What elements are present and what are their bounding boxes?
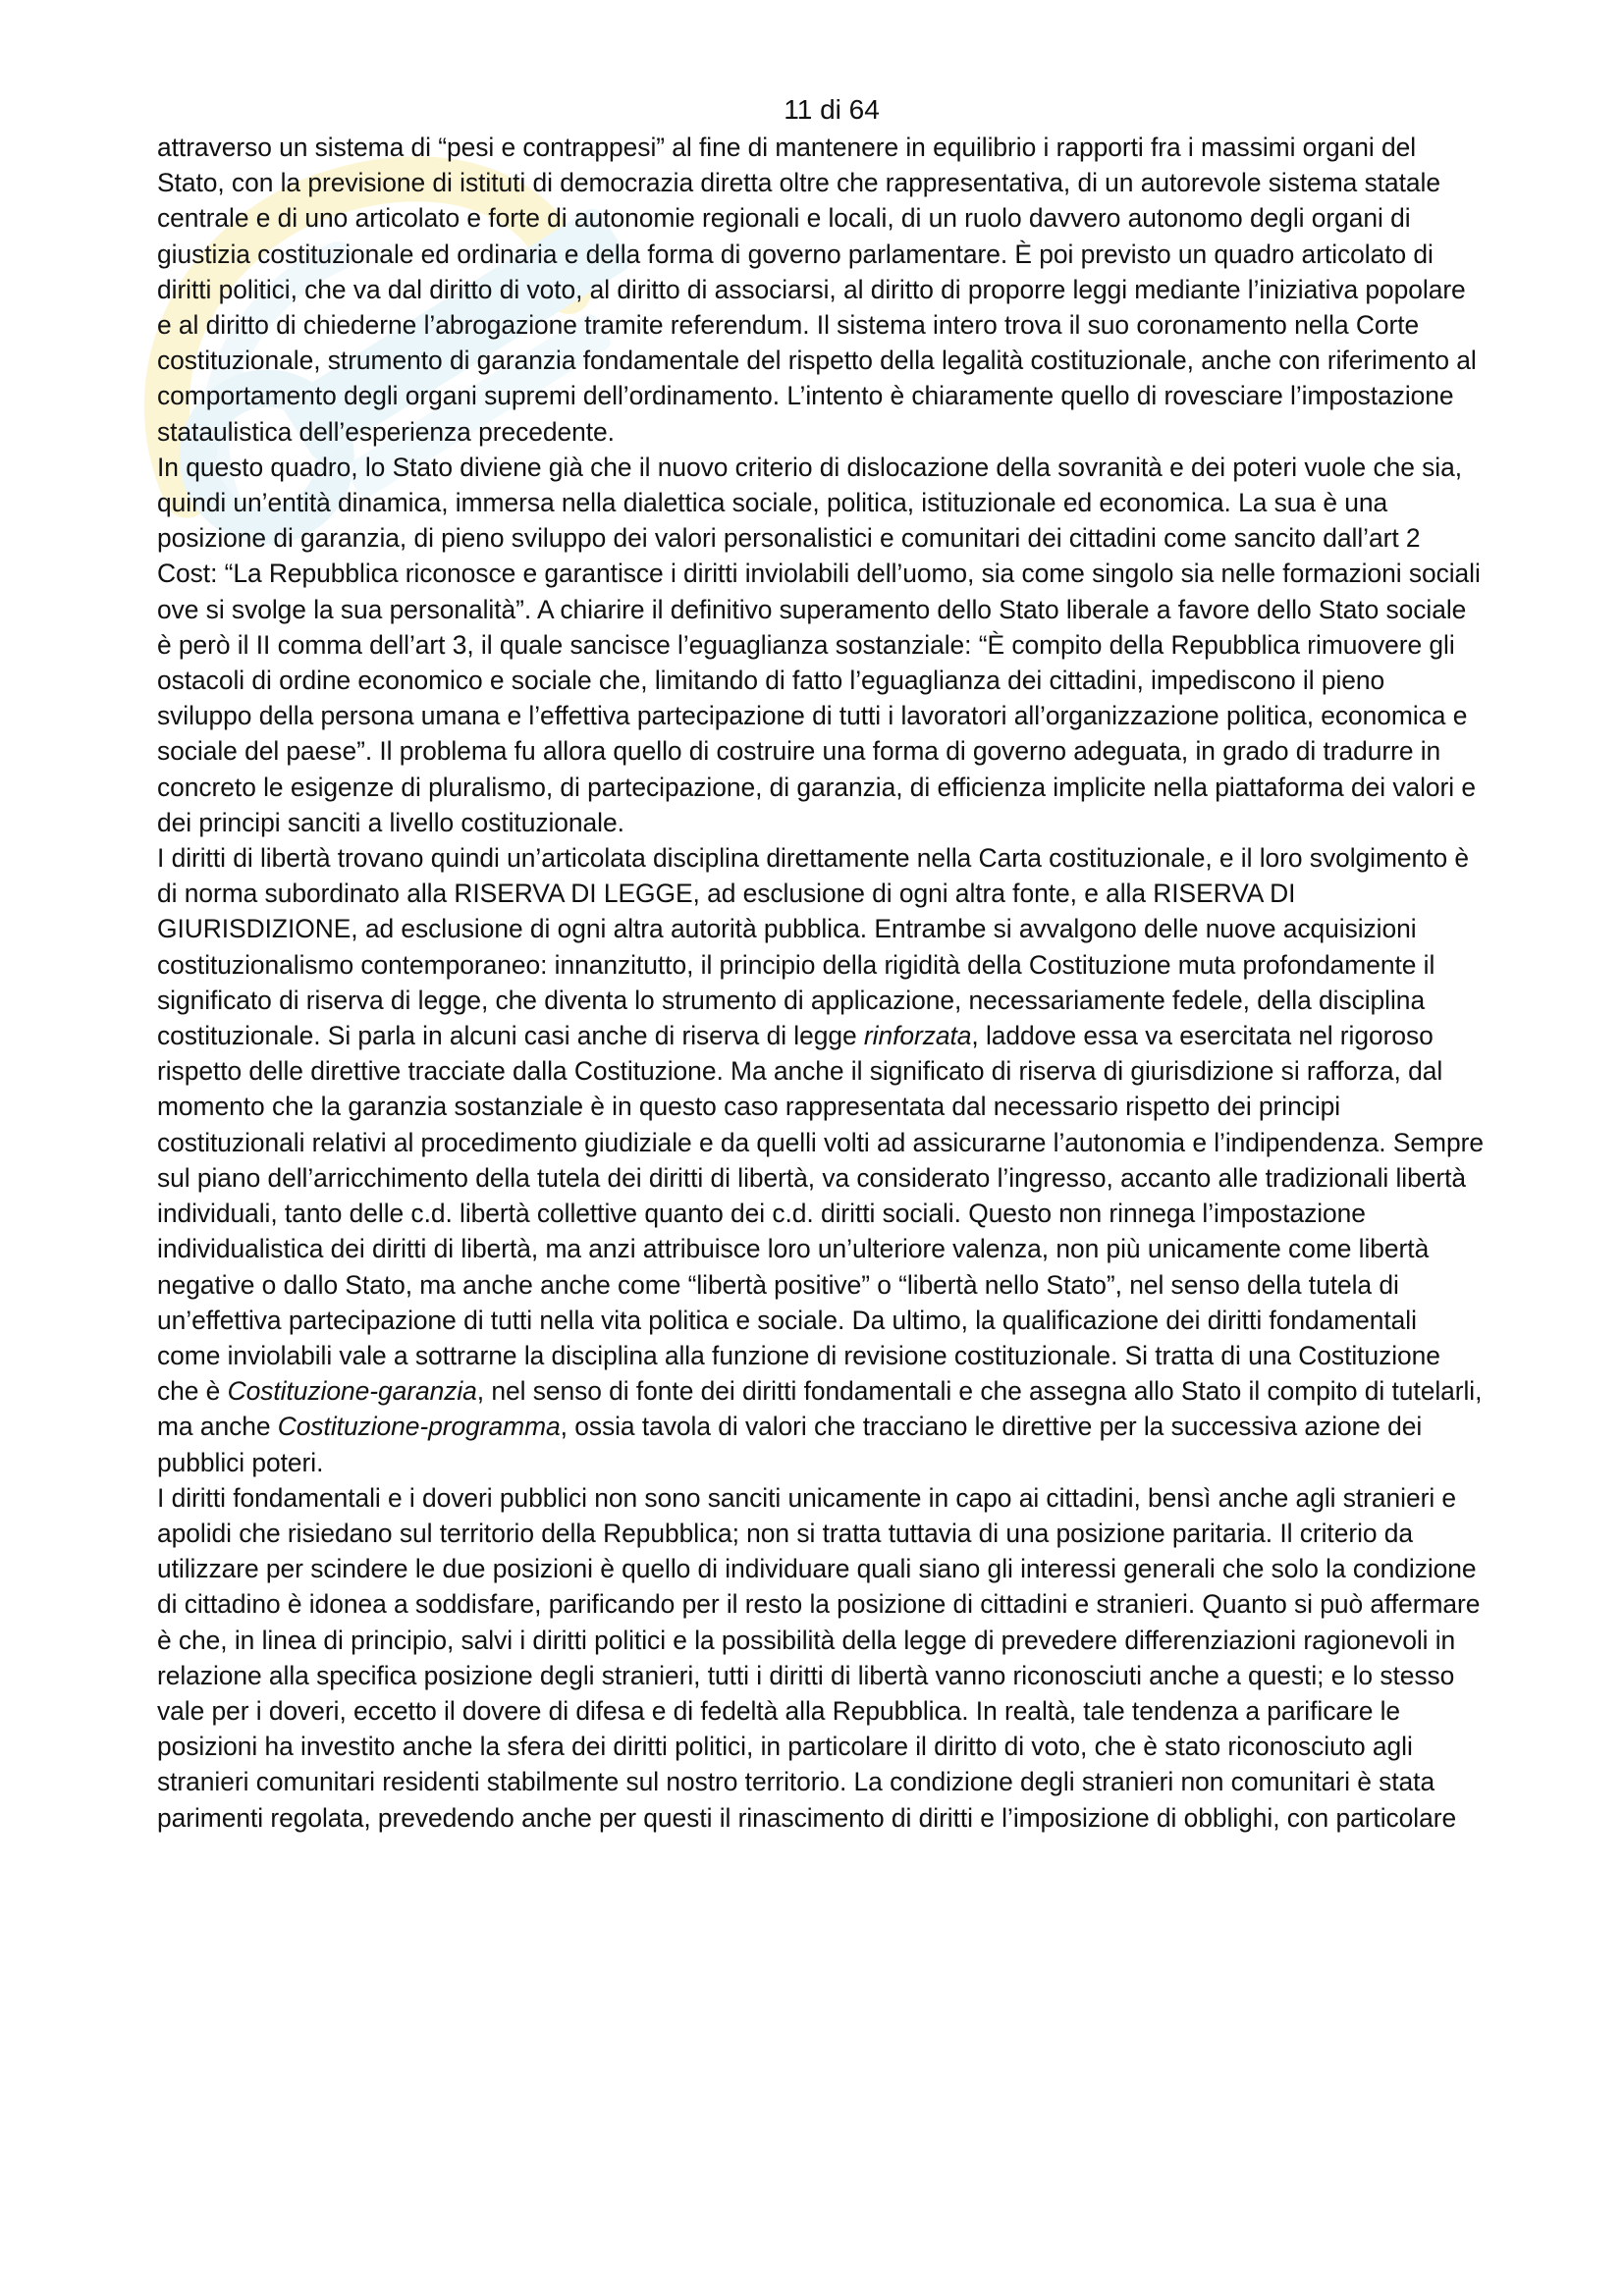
italic-term: Costituzione-garanzia [227, 1376, 477, 1407]
paragraph [157, 1480, 1485, 1836]
italic-term: Costituzione-programma [277, 1412, 561, 1442]
paragraph-text: attraverso un sistema di “pesi e contrappesi” al fine di mantenere in equilibrio i rapporti fra i massimi organi del Stato, con la previsione di istituti di democrazia diretta oltre che rappresentativa, di un autorevole sistema statale centrale e di uno articolato e forte di autonomie regionali e locali, di un ruolo davvero autonomo degli organi di giustizia costituzionale ed ordinaria e della forma di governo parlamentare. È poi previsto un quadro articolato di diritti politici, che va dal diritto di voto, al diritto di associarsi, al diritto di proporre leggi mediante l’iniziativa popolare e al diritto di chiederne l’abrogazione tramite referendum. Il sistema intero trova il suo coronamento nella Corte costituzionale, strumento di garanzia fondamentale del rispetto della legalità costituzionale, anche con riferimento al comportamento degli organi supremi dell’ordinamento. L’intento è chiaramente quello di rovesciare l’impostazione stataulistica dell’esperienza precedente. [157, 133, 1477, 447]
paragraph-text: , ossia tavola di valori che tracciano le direttive per la successiva azione dei pubblici poteri. [157, 1412, 1423, 1477]
paragraph-text: , nel senso di fonte dei diritti fondamentali e che assegna allo Stato il compito di tutelarli, ma anche [157, 1376, 1483, 1442]
page-number: 11 di 64 [784, 94, 880, 125]
paragraph-text: , laddove essa va esercitata nel rigoroso rispetto delle direttive tracciate dalla Costituzione. Ma anche il significato di riserva di giurisdizione si rafforza, dal momento che la garanzia sostanziale è in questo caso rappresentata dal necessario rispetto dei principi costituzionali relativi al procedimento giudiziale e da quelli volti ad assicurarne l’autonomia e l’indipendenza. Sempre sul piano dell’arricchimento della tutela dei diritti di libertà, va considerato l’ingresso, accanto alle tradizionali libertà individuali, tanto delle c.d. libertà collettive quanto dei c.d. diritti sociali. Questo non rinnega l’impostazione individualistica dei diritti di libertà, ma anzi attribuisce loro un’ulteriore valenza, non più unicamente come libertà negative o dallo Stato, ma anche anche come “libertà positive” o “libertà nello Stato”, nel senso della tutela di un’effettiva partecipazione di tutti nella vita politica e sociale. Da ultimo, la qualificazione dei diritti fondamentali come inviolabili vale a sottrarne la disciplina alla funzione di revisione costituzionale. Si tratta di una Costituzione che è [157, 1021, 1484, 1407]
paragraph [157, 130, 1485, 450]
paragraph [157, 840, 1485, 1480]
italic-term: rinforzata [863, 1021, 972, 1051]
paragraph [157, 450, 1485, 840]
document-page [157, 94, 1485, 1836]
paragraph-text: I diritti fondamentali e i doveri pubblici non sono sanciti unicamente in capo ai cittadini, bensì anche agli stranieri e apolidi che risiedano sul territorio della Repubblica; non si tratta tuttavia di una posizione paritaria. Il criterio da utilizzare per scindere le due posizioni è quello di individuare quali siano gli interessi generali che solo la condizione di cittadino è idonea a soddisfare, parificando per il resto la posizione di cittadini e stranieri. Quanto si può affermare è che, in linea di principio, salvi i diritti politici e la possibilità della legge di prevedere differenziazioni ragionevoli in relazione alla specifica posizione degli stranieri, tutti i diritti di libertà vanno riconosciuti anche a questi; e lo stesso vale per i doveri, eccetto il dovere di difesa e di fedeltà alla Repubblica. In realtà, tale tendenza a parificare le posizioni ha investito anche la sfera dei diritti politici, in particolare il diritto di voto, che è stato riconosciuto agli stranieri comunitari residenti stabilmente sul nostro territorio. La condizione degli stranieri non comunitari è stata parimenti regolata, prevedendo anche per questi il rinascimento di diritti e l’imposizione di obblighi, con particolare [157, 1482, 1481, 1833]
paragraph-text: In questo quadro, lo Stato diviene già che il nuovo criterio di dislocazione della sovranità e dei poteri vuole che sia, quindi un’entità dinamica, immersa nella dialettica sociale, politica, istituzionale ed economica. La sua è una posizione di garanzia, di pieno sviluppo dei valori personalistici e comunitari dei cittadini come sancito dall’art 2 Cost: “La Repubblica riconosce e garantisce i diritti inviolabili dell’uomo, sia come singolo sia nelle formazioni sociali ove si svolge la sua personalità”. A chiarire il definitivo superamento dello Stato liberale a favore dello Stato sociale è però il II comma dell’art 3, il quale sancisce l’eguaglianza sostanziale: “È compito della Repubblica rimuovere gli ostacoli di ordine economico e sociale che, limitando di fatto l’eguaglianza dei cittadini, impediscono il pieno sviluppo della persona umana e l’effettiva partecipazione di tutti i lavoratori all’organizzazione politica, economica e sociale del paese”. Il problema fu allora quello di costruire una forma di governo adeguata, in grado di tradurre in concreto le esigenze di pluralismo, di partecipazione, di garanzia, di efficienza implicite nella piattaforma dei valori e dei principi sanciti a livello costituzionale. [157, 452, 1481, 837]
paragraph-text: I diritti di libertà trovano quindi un’articolata disciplina direttamente nella Carta costituzionale, e il loro svolgimento è di norma subordinato alla RISERVA DI LEGGE, ad esclusione di ogni altra fonte, e alla RISERVA DI GIURISDIZIONE, ad esclusione di ogni altra autorità pubblica. Entrambe si avvalgono delle nuove acquisizioni costituzionalismo contemporaneo: innanzitutto, il principio della rigidità della Costituzione muta profondamente il significato di riserva di legge, che diventa lo strumento di applicazione, necessariamente fedele, della disciplina costituzionale. Si parla in alcuni casi anche di riserva di legge [157, 843, 1469, 1051]
document-body [157, 130, 1485, 1836]
